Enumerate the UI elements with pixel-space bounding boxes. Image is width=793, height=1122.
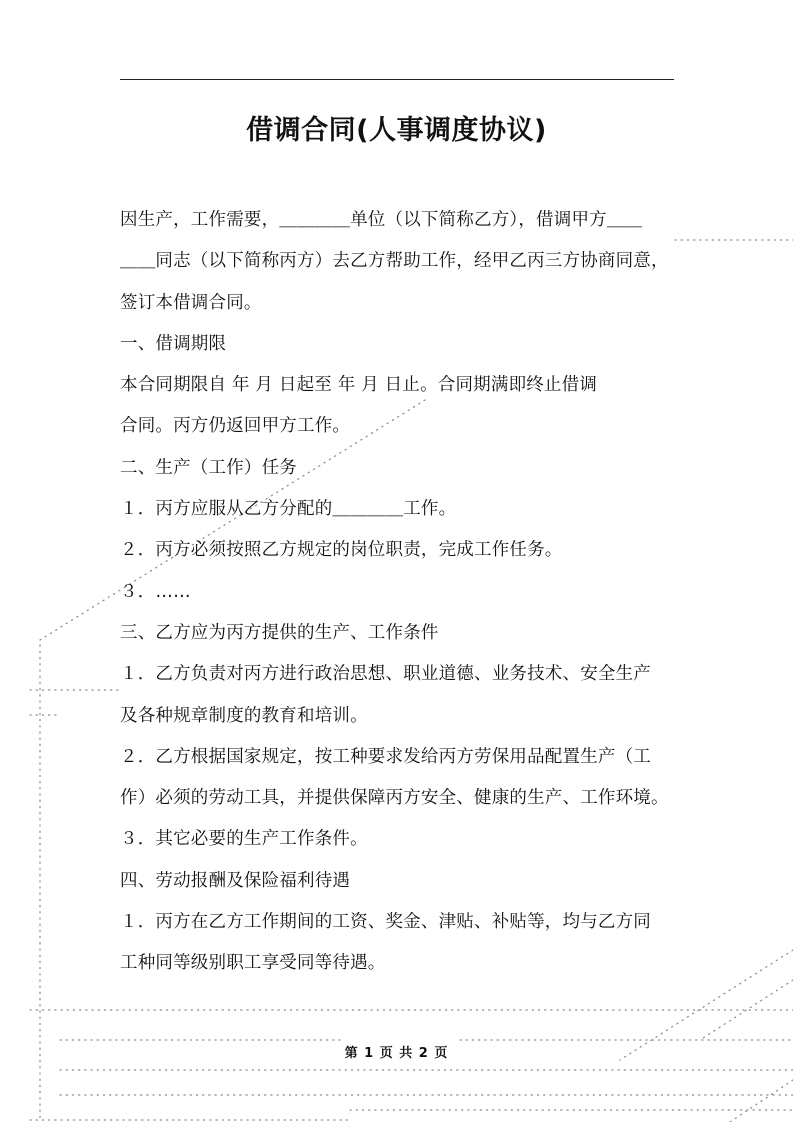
list-item: １．丙方在乙方工作期间的工资、奖金、津贴、补贴等，均与乙方同 [120, 912, 651, 933]
document-body [120, 200, 680, 985]
section-heading: 四、劳动报酬及保险福利待遇 [120, 870, 351, 891]
list-item: １．丙方应服从乙方分配的＿＿＿＿工作。 [120, 499, 457, 520]
list-item: ２．丙方必须按照乙方规定的岗位职责，完成工作任务。 [120, 540, 563, 561]
paragraph-line: 合同。丙方仍返回甲方工作。 [120, 416, 351, 437]
paragraph-line: 签订本借调合同。 [120, 292, 262, 313]
section-heading: 二、生产（工作）任务 [120, 457, 297, 478]
paragraph-line: ＿＿同志（以下简称丙方）去乙方帮助工作，经甲乙丙三方协商同意， [120, 251, 669, 272]
page-footer: 第 1 页 共 2 页 [344, 1046, 449, 1061]
document-title: 借调合同(人事调度协议) [246, 115, 547, 146]
paragraph-line: 工种同等级别职工享受同等待遇。 [120, 953, 386, 974]
paragraph-line: 本合同期限自 年 月 日起至 年 月 日止。合同期满即终止借调 [120, 375, 598, 396]
paragraph-line: 作）必须的劳动工具，并提供保障丙方安全、健康的生产、工作环境。 [120, 788, 669, 809]
paragraph-line: 因生产，工作需要，＿＿＿＿单位（以下简称乙方），借调甲方＿＿ [120, 210, 643, 230]
list-item: ３．其它必要的生产工作条件。 [120, 829, 368, 850]
paragraph-line: 及各种规章制度的教育和培训。 [120, 705, 368, 726]
list-item: １．乙方负责对丙方进行政治思想、职业道德、业务技术、安全生产 [120, 664, 651, 685]
section-heading: 一、借调期限 [120, 333, 227, 354]
section-heading: 三、乙方应为丙方提供的生产、工作条件 [120, 622, 439, 643]
list-item: ２．乙方根据国家规定，按工种要求发给丙方劳保用品配置生产（工 [120, 746, 651, 767]
header-rule [120, 79, 674, 80]
list-item: ３．…… [120, 581, 191, 602]
